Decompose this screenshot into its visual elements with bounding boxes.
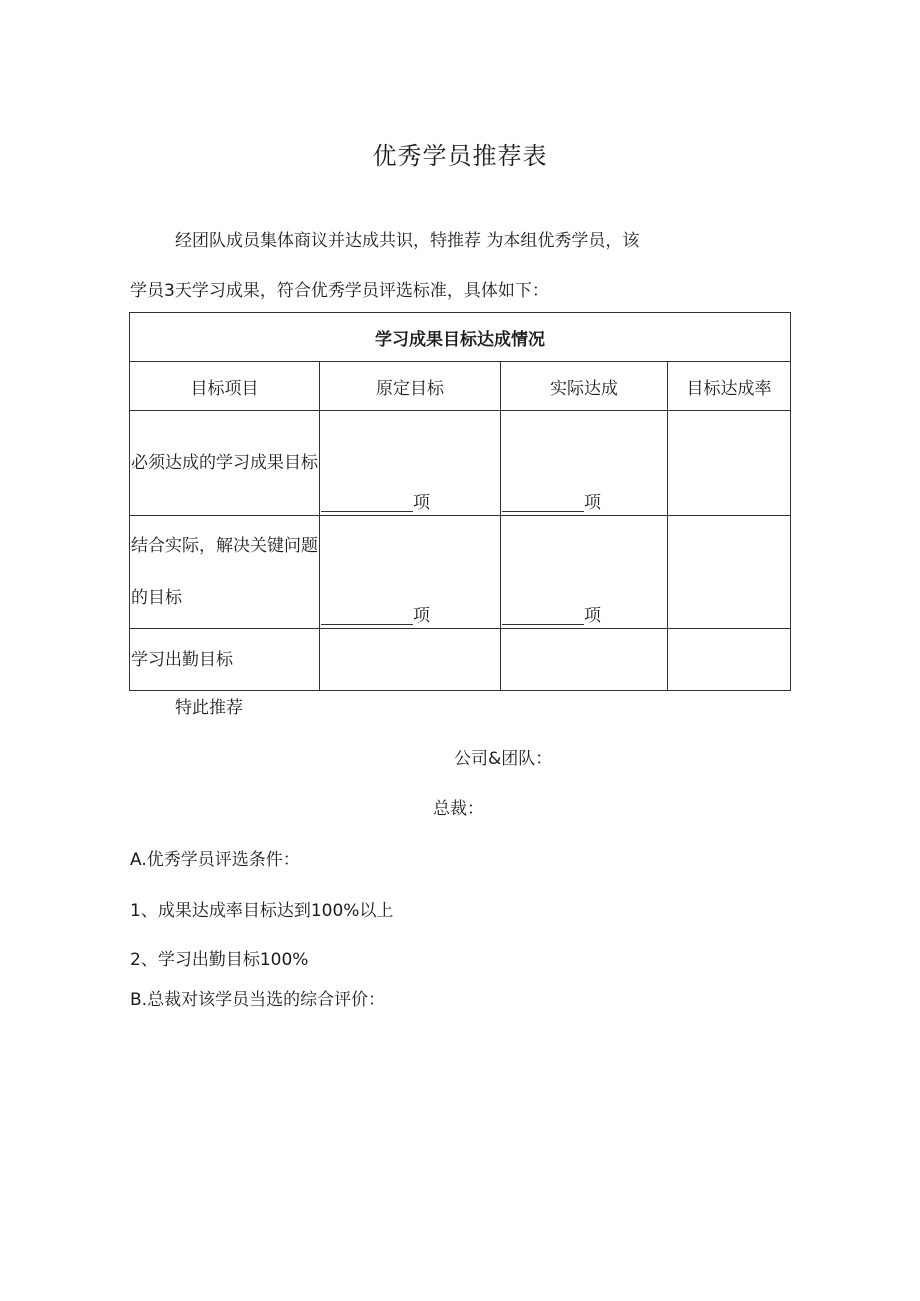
planned-blank[interactable] [321,492,430,514]
table-row [130,411,791,516]
actual-cell[interactable] [501,411,668,516]
fill-in-line [502,623,584,625]
criteria-heading-a: A.优秀学员评选条件： [130,850,300,870]
fill-in-line [321,623,413,625]
actual-blank[interactable] [502,605,601,627]
rate-cell[interactable] [668,516,791,629]
row-item-label: 学习出勤目标 [131,649,233,670]
row-item-cell [130,411,320,516]
actual-cell[interactable] [501,516,668,629]
planned-cell[interactable] [320,411,501,516]
unit-label: 项 [413,606,430,626]
criteria-item-2: 2、学习出勤目标100% [130,950,309,970]
planned-cell[interactable] [320,516,501,629]
unit-label: 项 [584,606,601,626]
rate-cell[interactable] [668,411,791,516]
fill-in-line [502,510,584,512]
fill-in-line [321,510,413,512]
row-item-label: 必须达成的学习成果目标 [131,453,318,473]
actual-blank[interactable] [502,492,601,514]
row-item-cell [130,516,320,629]
table-title: 学习成果目标达成情况 [130,313,791,362]
column-header-rate: 目标达成率 [668,362,791,411]
column-header-item: 目标项目 [130,362,320,411]
actual-cell[interactable] [501,629,668,691]
rate-cell[interactable] [668,629,791,691]
closing-text: 特此推荐 [175,698,243,718]
president-signature: 总裁： [433,799,484,819]
table-title-row [130,313,791,362]
company-signature: 公司&团队： [454,749,553,769]
intro-line-2: 学员3天学习成果，符合优秀学员评选标准，具体如下： [130,281,549,301]
planned-cell[interactable] [320,629,501,691]
page-title: 优秀学员推荐表 [372,142,548,170]
goals-table [129,312,791,691]
unit-label: 项 [584,493,601,513]
criteria-item-1: 1、成果达成率目标达到100%以上 [130,901,394,921]
planned-blank[interactable] [321,605,430,627]
unit-label: 项 [413,493,430,513]
row-item-cell [130,629,320,691]
table-row [130,516,791,629]
column-header-actual: 实际达成 [501,362,668,411]
column-header-row [130,362,791,411]
table-row [130,629,791,691]
criteria-heading-b: B.总裁对该学员当选的综合评价： [130,990,386,1010]
intro-line-1: 经团队成员集体商议并达成共识，特推荐 为本组优秀学员，该 [175,231,640,251]
row-item-label: 结合实际，解决关键问题的目标 [131,536,318,608]
column-header-planned: 原定目标 [320,362,501,411]
